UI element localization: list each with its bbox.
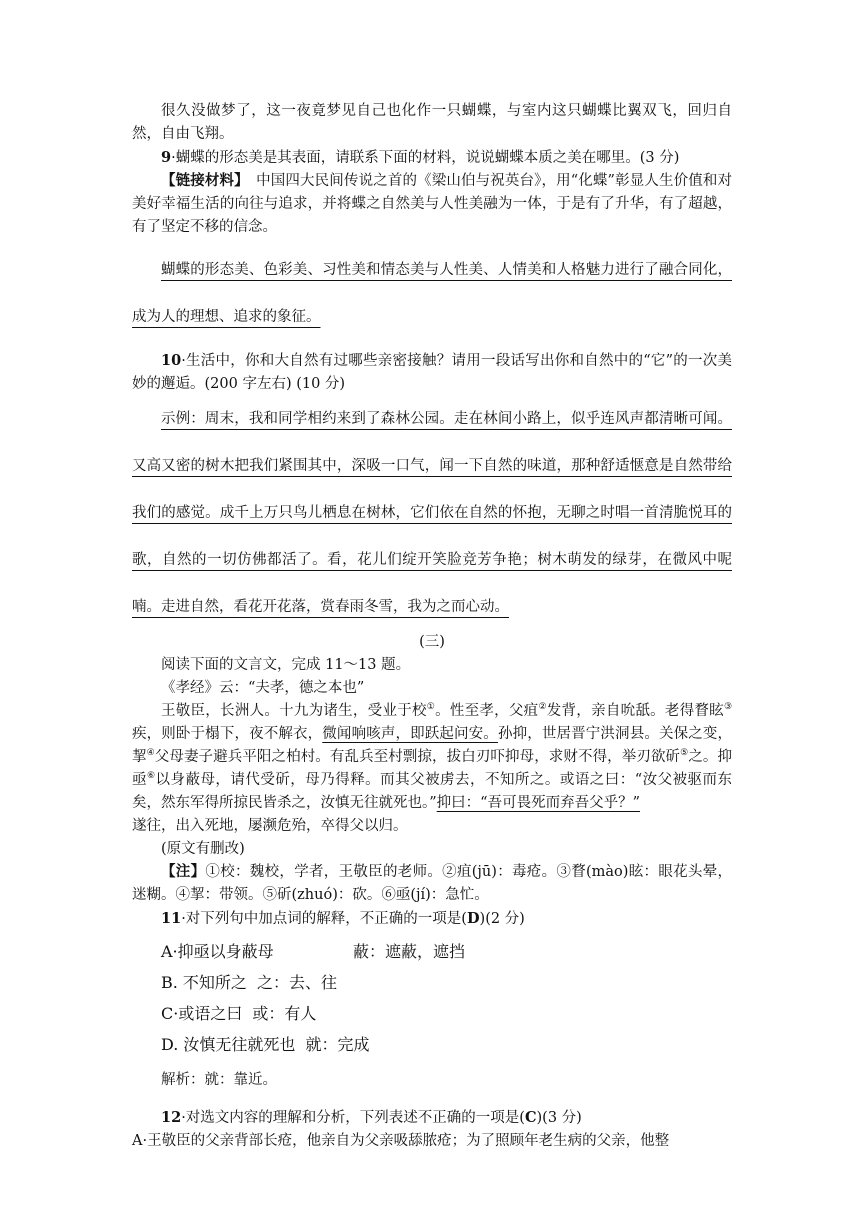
document-page bbox=[132, 100, 732, 1153]
question-12: 12·对选文内容的理解和分析，下列表述不正确的一项是(C)(3 分) bbox=[161, 1109, 582, 1126]
annotation-note: 【注】①校：魏校，学者，王敬臣的老师。②疽(jū)：毒疮。③瞀(mào)眩：眼花头晕，迷糊。④挈：带领。⑤斫(zhuó)：砍。⑥亟(jí)：急忙。 bbox=[132, 864, 733, 903]
linked-material bbox=[132, 170, 732, 239]
question-12-number: 12 bbox=[161, 1109, 182, 1126]
material-label: 【链接材料】 bbox=[161, 173, 242, 189]
answer-10: 示例：周末，我和同学相约来到了森林公园。走在林间小路上，似乎连风声都清晰可闻。又高又密的树木把我们紧围其中，深吸一口气，闻一下自然的味道，那种舒适惬意是自然带给我们的感觉。成千上万只鸟儿栖息在树林，它们依在自然的怀抱，无聊之时唱一首清脆悦耳的歌，自然的一切仿佛都活了。看，花儿们绽开笑脸竞芳争艳；树木萌发的绿芽，在微风中呢喃。走进自然，看花开花落，赏春雨冬雪，我为之而心动。 bbox=[132, 411, 732, 615]
question-10-number: 10 bbox=[161, 352, 182, 369]
section-heading: (三) bbox=[419, 634, 445, 650]
section-instruction: 阅读下面的文言文，完成 11～13 题。 bbox=[161, 657, 411, 673]
analysis-11: 解析：就：靠近。 bbox=[161, 1072, 277, 1088]
question-10-text: ·生活中，你和大自然有过哪些亲密接触？请用一段话写出你和自然中的“它”的一次美妙的邂逅。(200 字左右) (10 分) bbox=[132, 353, 732, 392]
passage-title: 《孝经》云：“夫孝，德之本也” bbox=[161, 680, 365, 696]
option-11-d: D. 汝慎无往就死也 就：完成 bbox=[161, 1035, 370, 1054]
classical-passage: 王敬臣，长洲人。十九为诸生，受业于校①。性至孝，父疽②发背，亲自吮舐。老得瞀眩③疾，则卧于榻下，夜不解衣，微闻响咳声，即跃起问安。孙抑，世居晋宁洪洞县。关保之变，挈④父母妻子避兵平阳之柏村。有乱兵至村剽掠，拔白刃吓抑母，求财不得，举刃欲斫⑤之。抑亟⑥以身蔽母，请代受斫，母乃得释。而其父被虏去，不知所之。或语之曰：“汝父被驱而东矣，然东军得所掠民皆杀之，汝慎无往就死也。”抑曰：“吾可畏死而弃吾父乎？” 遂往，出入死地，屡濒危殆，卒得父以归。 bbox=[132, 702, 733, 834]
underlined-sentence-2: 抑曰：“吾可畏死而弃吾父乎？” bbox=[436, 795, 640, 811]
option-11-c: C·或语之曰 或：有人 bbox=[161, 1004, 317, 1023]
material-text: 中国四大民间传说之首的《梁山伯与祝英台》，用“化蝶”彰显人生价值和对美好幸福生活的向往与追求，并将蝶之自然美与人性美融为一体，于是有了升华，有了超越，有了坚定不移的信念。 bbox=[132, 173, 733, 235]
option-11-b: B. 不知所之 之：去、往 bbox=[161, 973, 337, 992]
question-9-text: ·蝴蝶的形态美是其表面，请联系下面的材料，说说蝴蝶本质之美在哪里。(3 分) bbox=[171, 150, 680, 166]
option-12-a: A·王敬臣的父亲背部长疮，他亲自为父亲吸舔脓疮；为了照顾年老生病的父亲，他整 bbox=[132, 1133, 670, 1149]
question-11-number: 11 bbox=[161, 910, 182, 927]
question-9-number: 9 bbox=[161, 149, 172, 166]
question-9 bbox=[132, 146, 732, 170]
intro-paragraph: 很久没做梦了，这一夜竟梦见自己也化作一只蝴蝶，与室内这只蝴蝶比翼双飞，回归自然，自由飞翔。 bbox=[132, 103, 732, 142]
question-10 bbox=[132, 349, 732, 396]
note-label: 【注】 bbox=[161, 864, 206, 880]
answer-9: 蝴蝶的形态美、色彩美、习性美和情态美与人性美、人情美和人格魅力进行了融合同化，成为人的理想、追求的象征。 bbox=[132, 262, 732, 325]
underlined-sentence-1: 微闻响咳声，即跃起问安。 bbox=[322, 726, 498, 742]
question-11-answer: D bbox=[466, 910, 480, 927]
question-11: 11·对下列句中加点词的解释，不正确的一项是(D)(2 分) bbox=[161, 910, 525, 927]
passage-source: (原文有删改) bbox=[161, 841, 245, 857]
option-11-a: A·抑亟以身蔽母 蔽：遮蔽，遮挡 bbox=[161, 942, 466, 961]
question-12-answer: C bbox=[524, 1109, 537, 1126]
